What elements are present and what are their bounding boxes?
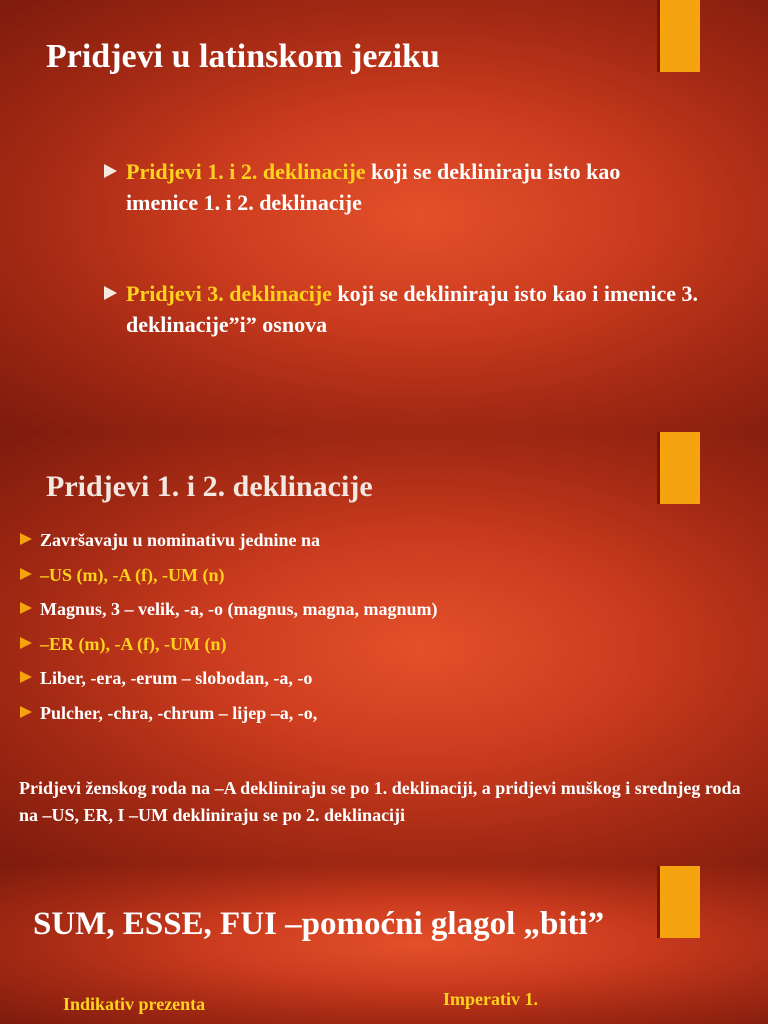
- triangle-bullet-icon: [20, 568, 32, 580]
- slide-1: [0, 0, 768, 432]
- subheading-left: Indikativ prezenta: [63, 994, 206, 1014]
- list-item: Pulcher, -chra, -chrum – lijep –a, -o,: [20, 702, 438, 737]
- bullet-item: [104, 156, 646, 218]
- triangle-bullet-icon: [20, 602, 32, 614]
- accent-bar: [657, 0, 700, 72]
- list-item: Liber, -era, -erum – slobodan, -a, -o: [20, 667, 438, 702]
- triangle-bullet-icon: [104, 164, 117, 178]
- slide-title: Pridjevi 1. i 2. deklinacije: [46, 470, 373, 503]
- list-item: –ER (m), -A (f), -UM (n): [20, 633, 438, 668]
- slide-2: [0, 432, 768, 864]
- list-item: Magnus, 3 – velik, -a, -o (magnus, magna, magnum): [20, 598, 438, 633]
- slide-title: SUM, ESSE, FUI –pomoćni glagol „biti”: [33, 906, 605, 942]
- bullet-item: [104, 278, 706, 340]
- list-item: –US (m), -A (f), -UM (n): [20, 564, 438, 599]
- bullet-list: [20, 529, 438, 736]
- triangle-bullet-icon: [20, 671, 32, 683]
- bullet-highlight: Pridjevi 3. deklinacije: [126, 281, 332, 306]
- paragraph: Pridjevi ženskog roda na –A dekliniraju se po 1. deklinaciji, a pridjevi muškog i srednjeg roda na –US, ER, I –UM dekliniraju se po 2. deklinaciji: [19, 778, 741, 825]
- triangle-bullet-icon: [20, 637, 32, 649]
- accent-bar: [657, 432, 700, 504]
- slide-3: [0, 864, 768, 1024]
- list-item: Završavaju u nominativu jednine na: [20, 529, 438, 564]
- bullet-text: koji se dekliniraju isto kao i imenice 3. deklinacije”i” osnova: [126, 281, 698, 337]
- accent-bar: [657, 866, 700, 938]
- bullet-text: koji se dekliniraju isto kao imenice 1. i 2. deklinacije: [126, 159, 621, 215]
- slide-title: Pridjevi u latinskom jeziku: [46, 38, 440, 75]
- subheading-right: Imperativ 1.: [443, 989, 538, 1009]
- triangle-bullet-icon: [20, 706, 32, 718]
- triangle-bullet-icon: [20, 533, 32, 545]
- bullet-highlight: Pridjevi 1. i 2. deklinacije: [126, 159, 366, 184]
- triangle-bullet-icon: [104, 286, 117, 300]
